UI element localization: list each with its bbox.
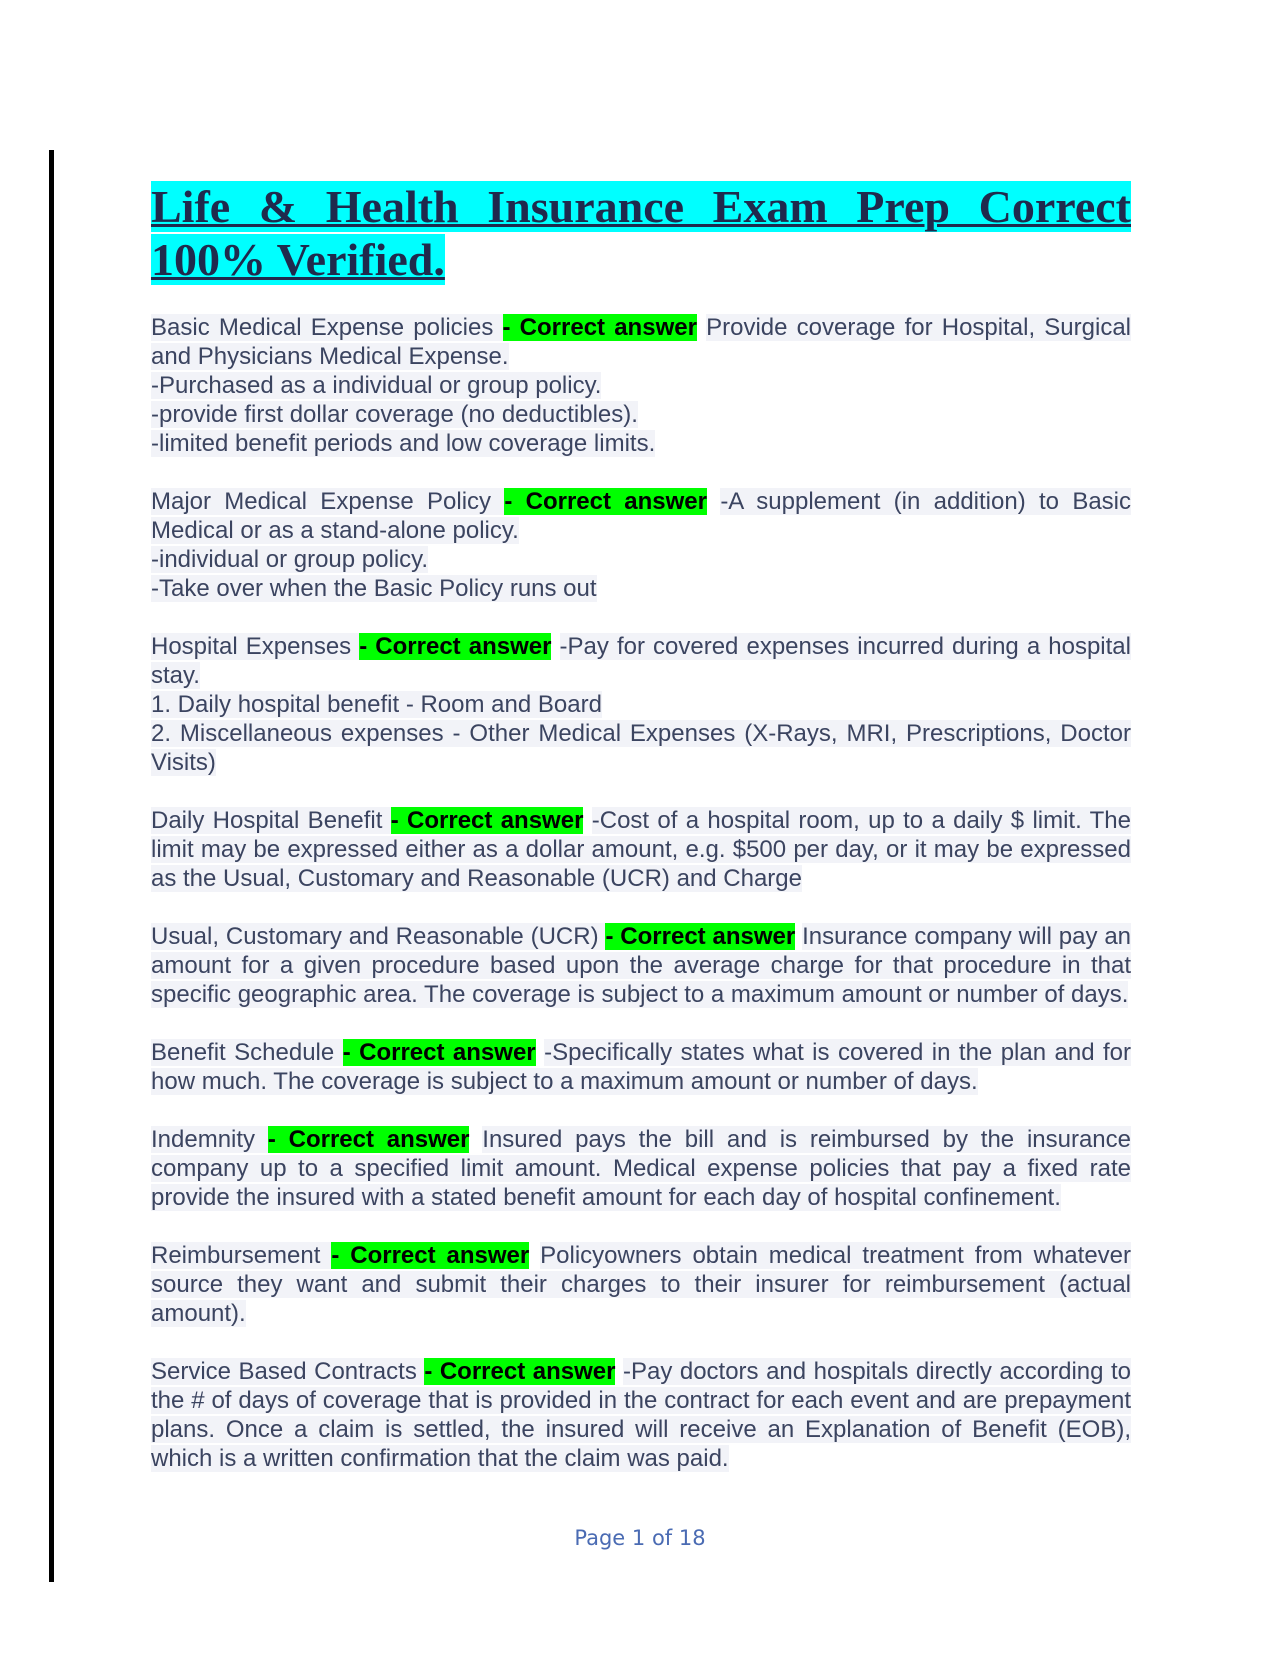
qa-item bbox=[151, 632, 1131, 777]
qa-item bbox=[151, 1038, 1131, 1096]
qa-item bbox=[151, 1357, 1131, 1473]
qa-definition: Provide coverage for Hospital, Surgical and Physicians Medical Expense. bbox=[151, 314, 1132, 370]
qa-definition: -Pay doctors and hospitals directly according to the # of days of coverage that is provided in the contract for each event and are prepayment plans. Once a claim is settled, the insured will receive an Explanation of Benefit (EOB), which is a written confirmation that the claim was paid. bbox=[151, 1358, 1132, 1472]
qa-extra-line bbox=[151, 400, 1131, 429]
qa-definition-line bbox=[151, 1241, 1131, 1328]
qa-item bbox=[151, 806, 1131, 893]
qa-item bbox=[151, 487, 1131, 603]
left-margin-rule bbox=[49, 150, 54, 1582]
correct-answer-label: - Correct answer bbox=[502, 314, 697, 341]
qa-definition-line bbox=[151, 1125, 1131, 1212]
qa-definition-line bbox=[151, 1038, 1131, 1096]
qa-item bbox=[151, 922, 1131, 1009]
document-title: Life & Health Insurance Exam Prep Correct 100% Verified. bbox=[151, 181, 1131, 285]
qa-extra-line bbox=[151, 545, 1131, 574]
qa-term: Service Based Contracts bbox=[151, 1358, 425, 1385]
qa-definition: -Specifically states what is covered in the plan and for how much. The coverage is subject to a maximum amount or number of days. bbox=[151, 1039, 1132, 1095]
qa-definition: -Pay for covered expenses incurred during a hospital stay. bbox=[151, 633, 1131, 689]
qa-term: Usual, Customary and Reasonable (UCR) bbox=[151, 923, 606, 950]
qa-extra-line bbox=[151, 719, 1131, 777]
qa-extra-text: 2. Miscellaneous expenses - Other Medical Expenses (X-Rays, MRI, Prescriptions, Doctor Visits) bbox=[151, 720, 1131, 776]
qa-extra-text: -limited benefit periods and low coverage limits. bbox=[151, 430, 656, 457]
correct-answer-label: - Correct answer bbox=[359, 633, 552, 660]
correct-answer-label: - Correct answer bbox=[390, 807, 584, 834]
qa-definition-line bbox=[151, 922, 1131, 1009]
qa-item bbox=[151, 1125, 1131, 1212]
qa-extra-text: -provide first dollar coverage (no deductibles). bbox=[151, 401, 638, 428]
qa-list bbox=[151, 313, 1131, 1473]
qa-extra-line bbox=[151, 690, 1131, 719]
qa-definition: Insurance company will pay an amount for a given procedure based upon the average charge for that procedure in that specific geographic area. The coverage is subject to a maximum amount or number of days. bbox=[151, 923, 1132, 1008]
qa-definition: -Cost of a hospital room, up to a daily $ limit. The limit may be expressed either as a dollar amount, e.g. $500 per day, or it may be expressed as the Usual, Customary and Reasonable (UCR) and Charge bbox=[151, 807, 1132, 892]
qa-term: Basic Medical Expense policies bbox=[151, 314, 503, 341]
qa-term: Hospital Expenses bbox=[151, 633, 360, 660]
qa-definition-line bbox=[151, 487, 1131, 545]
correct-answer-label: - Correct answer bbox=[605, 923, 796, 950]
qa-definition: -A supplement (in addition) to Basic Medical or as a stand-alone policy. bbox=[151, 488, 1132, 544]
qa-item bbox=[151, 313, 1131, 458]
qa-term: Daily Hospital Benefit bbox=[151, 807, 391, 834]
correct-answer-label: - Correct answer bbox=[267, 1126, 470, 1153]
qa-definition-line bbox=[151, 313, 1131, 371]
correct-answer-label: - Correct answer bbox=[424, 1358, 616, 1385]
qa-definition: Insured pays the bill and is reimbursed by the insurance company up to a specified limit amount. Medical expense policies that pay a fixed rate provide the insured with a stated benefit amount for each day of hospital confinement. bbox=[151, 1126, 1132, 1211]
qa-term: Reimbursement bbox=[151, 1242, 332, 1269]
qa-definition-line bbox=[151, 632, 1131, 690]
qa-term: Indemnity bbox=[151, 1126, 268, 1153]
qa-definition-line bbox=[151, 1357, 1131, 1473]
correct-answer-label: - Correct answer bbox=[342, 1039, 536, 1066]
qa-term: Benefit Schedule bbox=[151, 1039, 343, 1066]
qa-extra-line bbox=[151, 574, 1131, 603]
qa-extra-text: 1. Daily hospital benefit - Room and Board bbox=[151, 691, 602, 718]
qa-extra-text: -Purchased as a individual or group policy. bbox=[151, 372, 602, 399]
qa-item bbox=[151, 1241, 1131, 1328]
qa-term: Major Medical Expense Policy bbox=[151, 488, 505, 515]
qa-definition-line bbox=[151, 806, 1131, 893]
page-footer: Page 1 of 18 bbox=[574, 1526, 706, 1550]
qa-extra-line bbox=[151, 429, 1131, 458]
qa-extra-text: -individual or group policy. bbox=[151, 546, 429, 573]
document-content bbox=[151, 180, 1131, 1502]
qa-extra-text: -Take over when the Basic Policy runs out bbox=[151, 575, 597, 602]
qa-extra-line bbox=[151, 371, 1131, 400]
correct-answer-label: - Correct answer bbox=[331, 1242, 530, 1269]
qa-definition: Policyowners obtain medical treatment from whatever source they want and submit their charges to their insurer for reimbursement (actual amount). bbox=[151, 1242, 1132, 1327]
correct-answer-label: - Correct answer bbox=[504, 488, 707, 515]
